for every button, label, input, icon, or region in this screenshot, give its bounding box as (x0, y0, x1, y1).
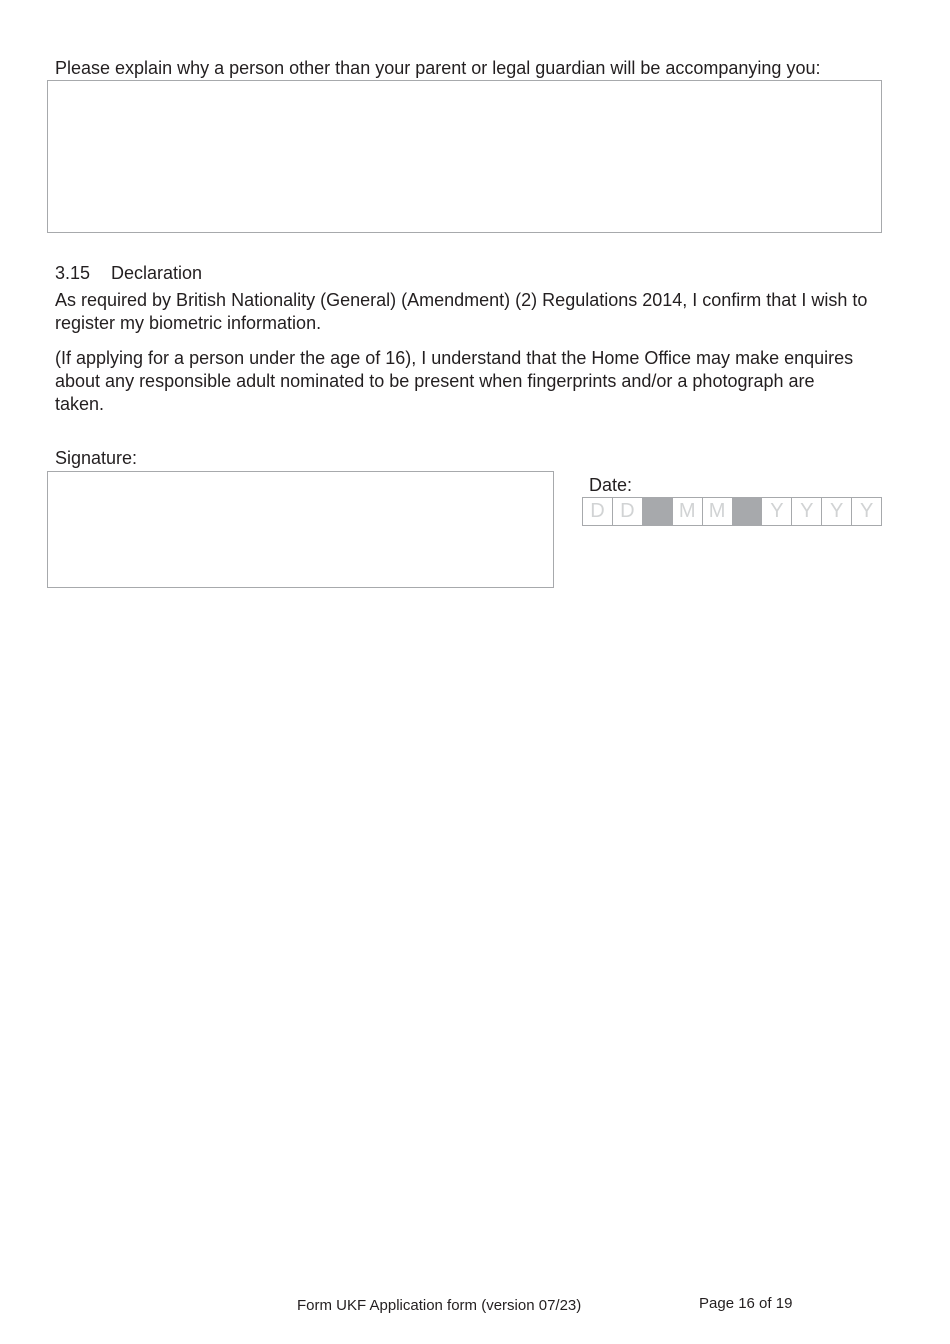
declaration-number: 3.15 (55, 263, 91, 283)
declaration-paragraph-biometric: As required by British Nationality (General) (Amendment) (2) Regulations 2014, I confirm that I wish to register my biometric information. (55, 290, 868, 333)
date-separator (643, 498, 673, 525)
date-year-digit-1[interactable]: Y (762, 498, 792, 525)
date-year-digit-4[interactable]: Y (859, 500, 874, 522)
declaration-paragraph-under-16: (If applying for a person under the age of 16), I understand that the Home Office may make enquires about any responsible adult nominated to be present when fingerprints and/or a photograph are taken. (55, 348, 854, 414)
date-month-digit-2[interactable]: M (703, 498, 733, 525)
date-month-digit-1[interactable]: M (673, 498, 703, 525)
date-separator (733, 498, 763, 525)
signature-label: Signature: (55, 448, 138, 468)
explain-textbox[interactable] (47, 80, 882, 233)
footer-form-name: Form UKF Application form (version 07/23) (297, 1297, 582, 1314)
explain-prompt: Please explain why a person other than your parent or legal guardian will be accompanying you: (55, 58, 821, 78)
date-year-digit-2[interactable]: Y (792, 498, 822, 525)
signature-box[interactable] (47, 471, 554, 588)
date-day-digit-2[interactable]: D (613, 498, 643, 525)
date-year-digit-3[interactable]: Y (822, 498, 852, 525)
date-label: Date: (589, 475, 633, 495)
declaration-heading: Declaration (111, 263, 203, 283)
date-day-digit-1[interactable]: D (583, 498, 613, 525)
footer-page-number: Page 16 of 19 (699, 1295, 793, 1312)
date-field (582, 497, 882, 526)
